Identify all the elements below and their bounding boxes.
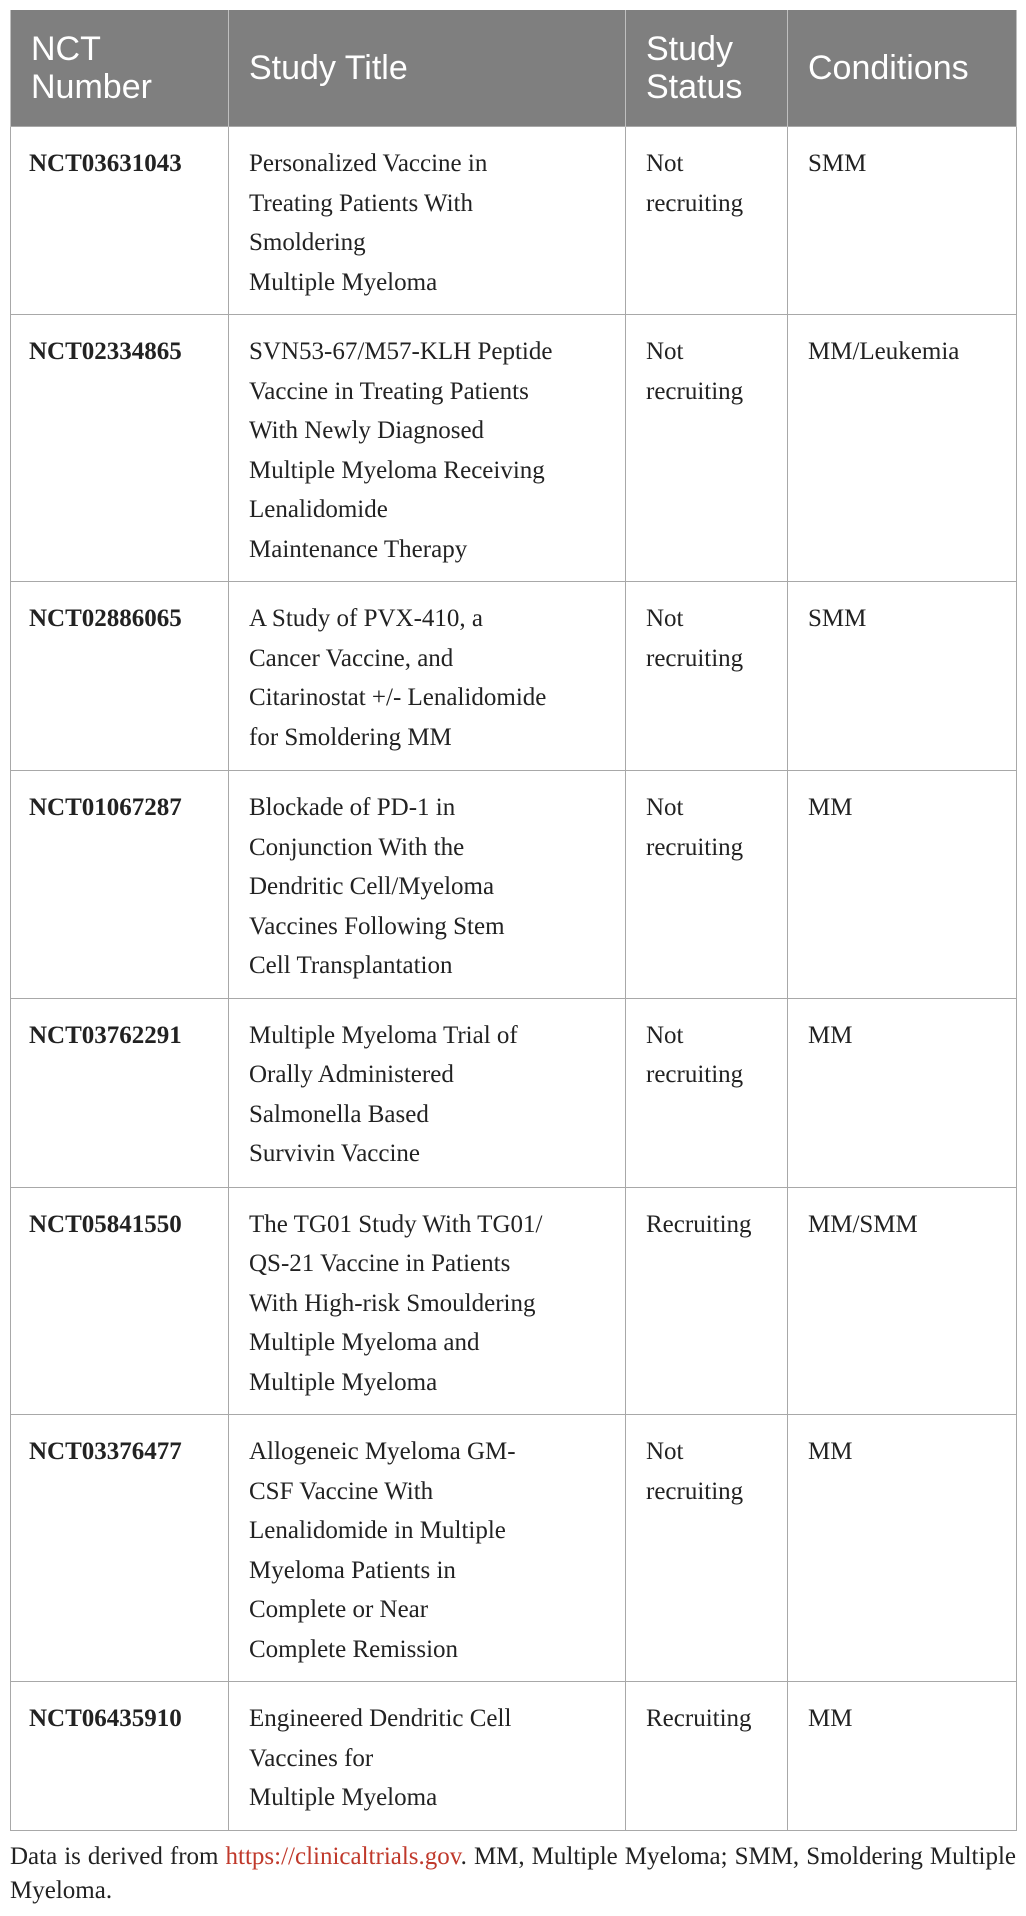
header-study-title: Study Title: [229, 10, 626, 127]
study-title-cell: A Study of PVX-410, a Cancer Vaccine, and Citarinostat +/- Lenalidomide for Smoldering MM: [229, 582, 626, 771]
footnote-suffix: . MM, Multiple Myeloma; SMM, Smoldering Multiple Myeloma.: [10, 1843, 1016, 1904]
table-row: [11, 771, 1017, 999]
study-title-cell: Personalized Vaccine in Treating Patients With Smoldering Multiple Myeloma: [229, 127, 626, 315]
study-status-cell: Not recruiting: [626, 127, 788, 315]
study-status-cell: Recruiting: [626, 1187, 788, 1415]
study-status-cell: Recruiting: [626, 1682, 788, 1831]
study-title-cell: Multiple Myeloma Trial of Orally Administered Salmonella Based Survivin Vaccine: [229, 998, 626, 1187]
trials-table-container: [10, 10, 1016, 1831]
conditions-cell: MM: [788, 1415, 1017, 1682]
conditions-cell: MM/SMM: [788, 1187, 1017, 1415]
study-status-cell: Not recruiting: [626, 998, 788, 1187]
nct-number-cell: NCT02886065: [11, 582, 229, 771]
table-row: [11, 582, 1017, 771]
study-status-cell: Not recruiting: [626, 1415, 788, 1682]
header-conditions: Conditions: [788, 10, 1017, 127]
study-title-cell: The TG01 Study With TG01/ QS-21 Vaccine in Patients With High-risk Smouldering Multiple Myeloma and Multiple Myeloma: [229, 1187, 626, 1415]
table-row: [11, 1682, 1017, 1831]
nct-number-cell: NCT02334865: [11, 315, 229, 582]
table-footnote: [10, 1840, 1016, 1908]
table-row: [11, 127, 1017, 315]
nct-number-cell: NCT06435910: [11, 1682, 229, 1831]
study-status-cell: Not recruiting: [626, 315, 788, 582]
table-row: [11, 1415, 1017, 1682]
study-status-cell: Not recruiting: [626, 771, 788, 999]
nct-number-cell: NCT03376477: [11, 1415, 229, 1682]
table-row: [11, 998, 1017, 1187]
table-row: [11, 1187, 1017, 1415]
study-title-cell: SVN53-67/M57-KLH Peptide Vaccine in Treating Patients With Newly Diagnosed Multiple Myeloma Receiving Lenalidomide Maintenance Therapy: [229, 315, 626, 582]
study-title-cell: Engineered Dendritic Cell Vaccines for Multiple Myeloma: [229, 1682, 626, 1831]
header-study-status: Study Status: [626, 10, 788, 127]
nct-number-cell: NCT05841550: [11, 1187, 229, 1415]
clinical-trials-table: [10, 10, 1017, 1831]
table-header-row: [11, 10, 1017, 127]
study-status-cell: Not recruiting: [626, 582, 788, 771]
study-title-cell: Blockade of PD-1 in Conjunction With the Dendritic Cell/Myeloma Vaccines Following Stem Cell Transplantation: [229, 771, 626, 999]
nct-number-cell: NCT03762291: [11, 998, 229, 1187]
conditions-cell: MM: [788, 998, 1017, 1187]
conditions-cell: SMM: [788, 127, 1017, 315]
table-row: [11, 315, 1017, 582]
conditions-cell: SMM: [788, 582, 1017, 771]
study-title-cell: Allogeneic Myeloma GM- CSF Vaccine With Lenalidomide in Multiple Myeloma Patients in Complete or Near Complete Remission: [229, 1415, 626, 1682]
conditions-cell: MM/Leukemia: [788, 315, 1017, 582]
header-nct-number: NCT Number: [11, 10, 229, 127]
nct-number-cell: NCT01067287: [11, 771, 229, 999]
nct-number-cell: NCT03631043: [11, 127, 229, 315]
conditions-cell: MM: [788, 771, 1017, 999]
clinicaltrials-link[interactable]: https://clinicaltrials.gov: [225, 1843, 461, 1870]
conditions-cell: MM: [788, 1682, 1017, 1831]
footnote-prefix: Data is derived from: [10, 1843, 226, 1870]
